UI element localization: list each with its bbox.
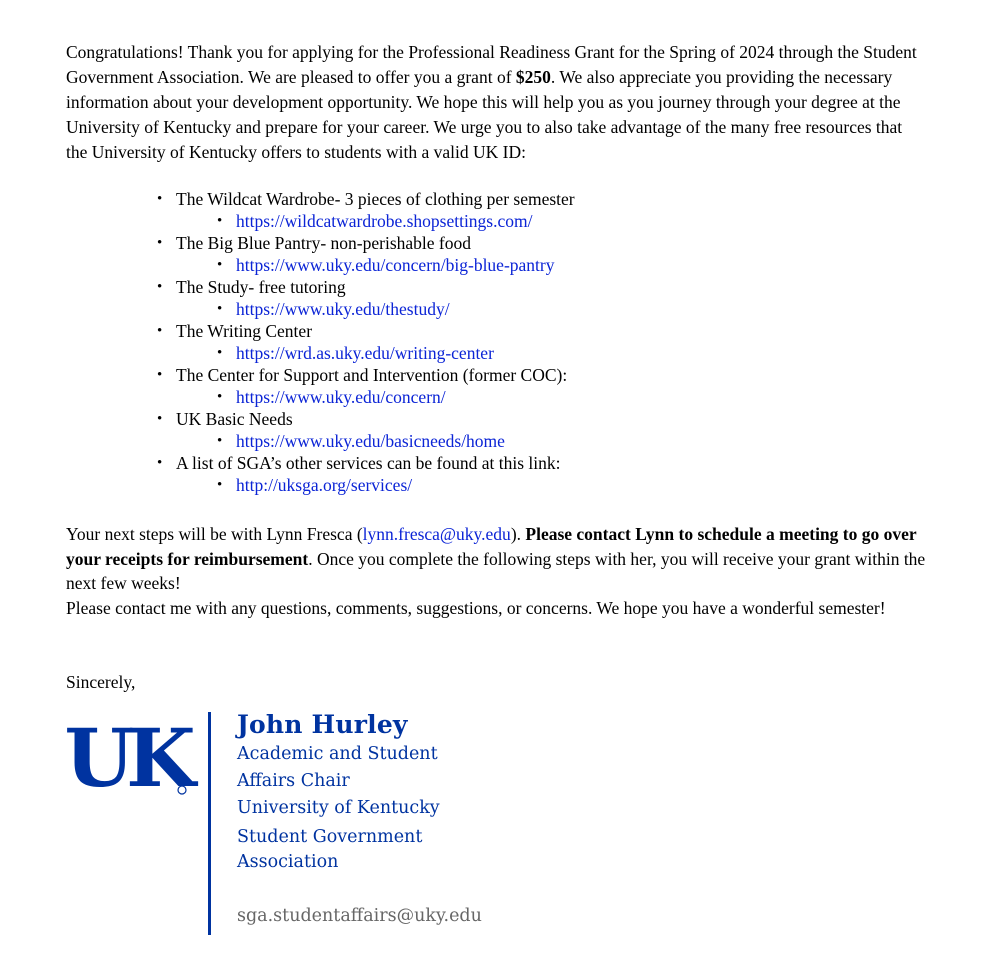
intro-paragraph: [66, 40, 926, 165]
resource-label: UK Basic Needs: [176, 409, 293, 429]
resource-link[interactable]: https://wildcatwardrobe.shopsettings.com/: [236, 211, 533, 231]
resource-item: [176, 188, 575, 232]
resource-link[interactable]: https://www.uky.edu/concern/big-blue-pantry: [236, 255, 555, 275]
resource-link-item: [236, 474, 575, 496]
resource-label: The Wildcat Wardrobe- 3 pieces of clothing per semester: [176, 189, 575, 209]
resource-list: [176, 188, 575, 496]
resource-link-item: [236, 210, 575, 232]
intro-text-1: Congratulations! Thank you for applying for the Professional Readiness Grant for the Spring of 2024 through the Student Government Association. We are pleased to offer you a grant of: [66, 42, 917, 87]
resource-link-item: [236, 298, 575, 320]
resource-link-item: [236, 430, 575, 452]
resource-link[interactable]: https://www.uky.edu/concern/: [236, 387, 446, 407]
resource-sublist: [176, 298, 575, 320]
next-steps-text-3: . Once you complete the following steps with her, you will receive your grant within the next few weeks!: [66, 548, 926, 593]
resource-item: [176, 276, 575, 320]
resource-label: A list of SGA’s other services can be found at this link:: [176, 453, 561, 473]
resource-link-item: [236, 254, 575, 276]
resource-label: The Study- free tutoring: [176, 277, 346, 297]
signature-org-2: Student Government: [237, 827, 423, 847]
uk-logo: [64, 711, 190, 805]
resource-link[interactable]: https://wrd.as.uky.edu/writing-center: [236, 343, 494, 363]
signature-org-1: University of Kentucky: [237, 798, 440, 818]
resource-item: [176, 364, 575, 408]
resource-item: [176, 408, 575, 452]
signature-org-3: Association: [237, 852, 339, 872]
resource-sublist: [176, 342, 575, 364]
resource-item: [176, 320, 575, 364]
signature-name: John Hurley: [237, 710, 408, 739]
resource-label: The Center for Support and Intervention (former COC):: [176, 365, 568, 385]
signature-email[interactable]: sga.studentaffairs@uky.edu: [237, 906, 482, 926]
signature-title-2: Affairs Chair: [237, 771, 350, 791]
grant-amount: $250: [515, 67, 551, 87]
next-steps-text-1: Your next steps will be with Lynn Fresca (: [66, 524, 363, 544]
resource-sublist: [176, 210, 575, 232]
uk-logo-text: UK: [64, 711, 188, 805]
intro-text-2: . We also appreciate you providing the necessary information about your development opportunity. We hope this will help you as you journey through your degree at the University of Kentucky and prepare for your career. We urge you to also take advantage of the many free resources that the University of Kentucky offers to students with a valid UK ID:: [66, 67, 903, 162]
signature-title-1: Academic and Student: [237, 744, 438, 764]
resource-link-item: [236, 386, 575, 408]
resource-link[interactable]: https://www.uky.edu/basicneeds/home: [236, 431, 505, 451]
signature-divider: [208, 712, 211, 935]
resource-link-item: [236, 342, 575, 364]
resource-sublist: [176, 254, 575, 276]
next-steps-paragraph: [66, 522, 926, 620]
resource-item: [176, 452, 575, 496]
resource-sublist: [176, 430, 575, 452]
signoff: Sincerely,: [66, 672, 136, 692]
next-steps-bold: Please contact Lynn to schedule a meeting to go over your receipts for reimbursement: [66, 524, 917, 569]
next-steps-text-2: ).: [510, 524, 526, 544]
resource-item: [176, 232, 575, 276]
resource-sublist: [176, 386, 575, 408]
lynn-email-link[interactable]: lynn.fresca@uky.edu: [362, 524, 511, 544]
closing-paragraph: Please contact me with any questions, comments, suggestions, or concerns. We hope you have a wonderful semester!: [66, 597, 886, 618]
resource-label: The Big Blue Pantry- non-perishable food: [176, 233, 472, 253]
resource-link[interactable]: http://uksga.org/services/: [236, 475, 413, 495]
resource-label: The Writing Center: [176, 321, 313, 341]
resource-sublist: [176, 474, 575, 496]
resource-link[interactable]: https://www.uky.edu/thestudy/: [236, 299, 450, 319]
